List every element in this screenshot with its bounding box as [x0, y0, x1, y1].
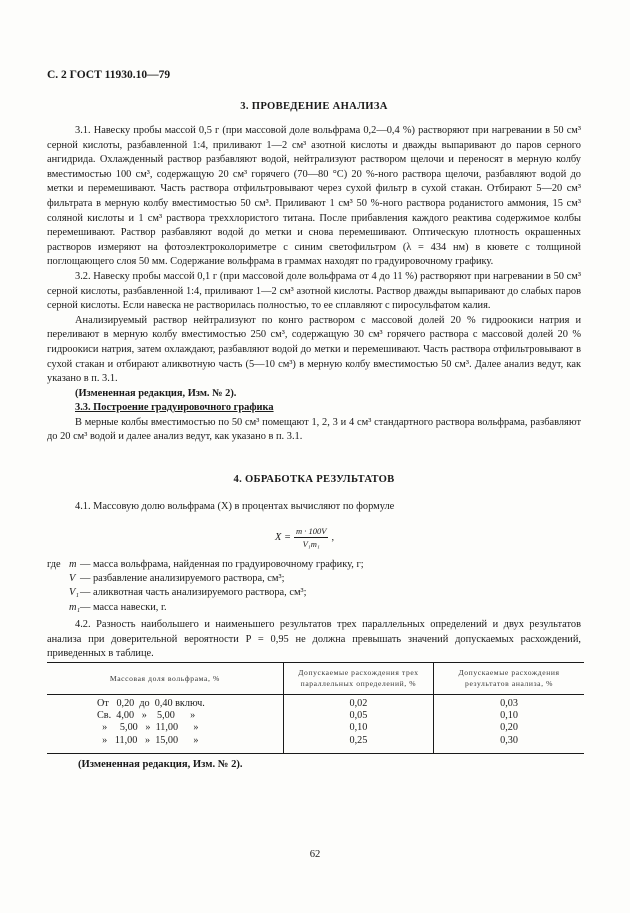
formula-numerator: m · 100V [295, 526, 327, 536]
definition-text: — аликвотная часть анализируемого раствора, см³; [80, 587, 307, 599]
table-cell: 0,05 [283, 710, 433, 722]
table-header-cell: Допускаемые расхождения результатов анализа, % [434, 663, 584, 695]
table-cell: 0,30 [434, 735, 584, 754]
table-cell: От 0,20 до 0,40 включ. [97, 698, 205, 709]
formula-fraction [294, 526, 328, 549]
definition-row [47, 586, 581, 600]
table-row [47, 722, 584, 734]
page-number: 62 [309, 849, 321, 860]
paragraph-4-2-block [47, 618, 581, 662]
definition-row [47, 601, 581, 615]
paragraph-3-2-continued: Анализируемый раствор нейтрализуют по конго раствором с массовой долей 20 % гидроокиси натрия и переливают в мерную колбу вместимостью 250 см³, содержащую 30 см³ горячего раствора с массовой долей 20 % гидроокиси натрия, затем охлаждают, разбавляют водой до метки и перемешивают. Часть раствора отфильтровывают в сухой стакан и отбирают аликвотную часть (5—10 см³) в мерную колбу вместимостью 50 см³. Далее анализ ведут, как указано в п. 3.1. [47, 314, 581, 385]
section-3-heading: 3. ПРОВЕДЕНИЕ АНАЛИЗА [240, 101, 388, 112]
definition-text: — масса навески, г. [80, 601, 167, 613]
paragraph-3-3: В мерные колбы вместимостью по 50 см³ помещают 1, 2, 3 и 4 см³ стандартного раствора вольфрама, разбавляют до 20 см³ водой и далее анализ ведут, как указано в п. 3.1. [47, 416, 581, 443]
formula-denominator: V₁m₁ [302, 539, 320, 549]
table-row [47, 695, 584, 711]
table-cell: » 11,00 » 15,00 » [47, 735, 283, 754]
formula-lhs: X = [275, 532, 291, 543]
table-cell: 0,25 [283, 735, 433, 754]
running-header: С. 2 ГОСТ 11930.10—79 [47, 69, 171, 81]
definition-symbol: m₁ [69, 601, 81, 613]
where-word: где [47, 559, 61, 570]
table-cell: 0,10 [434, 710, 584, 722]
definition-row [47, 572, 581, 586]
section-3-body [47, 124, 581, 445]
section-4-heading: 4. ОБРАБОТКА РЕЗУЛЬТАТОВ [233, 474, 395, 485]
paragraph-3-1: 3.1. Навеску пробы массой 0,5 г (при массовой доле вольфрама 0,2—0,4 %) растворяют при нагревании в 50 см³ серной кислоты, разбавленной 1:4, приливают 1—2 см³ азотной кислоты и дважды выпаривают до паров серного ангидрида. Охлажденный раствор разбавляют водой, нейтрализуют раствором щелочи и переносят в мерную колбу вместимостью 100 см³, содержащую 20 см³ горячего (70—80 °С) 20 %-ного раствора щелочи, разбавляют водой до метки и перемешивают. Часть раствора отфильтровывают через сухой фильтр в сухой стакан. Отбирают 5—20 см³ фильтрата в мерную колбу вместимостью 50 см³. Приливают 1 см³ 50 %-ного раствора роданистого аммония, 15 см³ соляной кислоты и 1 см³ раствора треххлористого титана. После прибавления каждого реактива содержимое колбы перемешивают. Раствор разбавляют водой до метки и снова перемешивают. Оптическую плотность окрашенных растворов измеряют на фотоэлектроколориметре с синим светофильтром (λ = 434 нм) в кювете с толщиной поглощающего слоя 50 мм. Содержание вольфрама в граммах находят по градуировочному графику. [47, 125, 581, 268]
formula-tail: , [331, 532, 335, 543]
table-cell: 0,03 [434, 695, 584, 711]
table-header-cell: Массовая доля вольфрама, % [47, 663, 283, 695]
definition-row [47, 558, 581, 572]
table-header-row [47, 663, 584, 695]
paragraph-3-3-title: 3.3. Построение градуировочного графика [75, 402, 274, 414]
paragraph-4-1-block [47, 500, 581, 515]
definition-text: — масса вольфрама, найденная по градуировочному графику, г; [80, 559, 364, 570]
table-cell: 0,10 [283, 722, 433, 734]
amendment-note: (Измененная редакция, Изм. № 2). [75, 387, 237, 399]
definition-symbol: m [69, 559, 77, 570]
paragraph-4-2: 4.2. Разность наибольшего и наименьшего результатов трех параллельных определений и двух результатов анализа при доверительной вероятности P = 0,95 не должна превышать значений допускаемых расхождений, приведенных в таблице. [47, 619, 581, 660]
variable-definitions [47, 558, 581, 615]
table-cell: » 5,00 » 11,00 » [97, 722, 199, 734]
amendment-note-final: (Измененная редакция, Изм. № 2). [78, 759, 243, 770]
table-row [47, 735, 584, 754]
paragraph-3-2: 3.2. Навеску пробы массой 0,1 г (при массовой доле вольфрама от 4 до 11 %) растворяют при нагревании в 50 см³ серной кислоты, разбавленной 1:4, приливают 1—2 см³ азотной кислоты. Раствор дважды выпаривают до слабых паров серной кислоты. Если навеска не растворилась полностью, то ее сплавляют с пиросульфатом калия. [47, 270, 581, 312]
formula [47, 522, 581, 550]
definition-symbol: V [69, 573, 76, 585]
table-cell: 0,02 [283, 695, 433, 711]
table-cell: 0,20 [434, 722, 584, 734]
paragraph-4-1: 4.1. Массовую долю вольфрама (X) в процентах вычисляют по формуле [75, 501, 395, 512]
table-header-cell: Допускаемые расхождения трех параллельных определений, % [283, 663, 433, 695]
formula-expression [275, 526, 334, 549]
table-row [47, 710, 584, 722]
tolerance-table [47, 662, 584, 754]
definition-text: — разбавление анализируемого раствора, см³; [80, 573, 285, 585]
table-cell: Св. 4,00 » 5,00 » [97, 710, 196, 722]
definition-symbol: V₁ [69, 587, 79, 599]
